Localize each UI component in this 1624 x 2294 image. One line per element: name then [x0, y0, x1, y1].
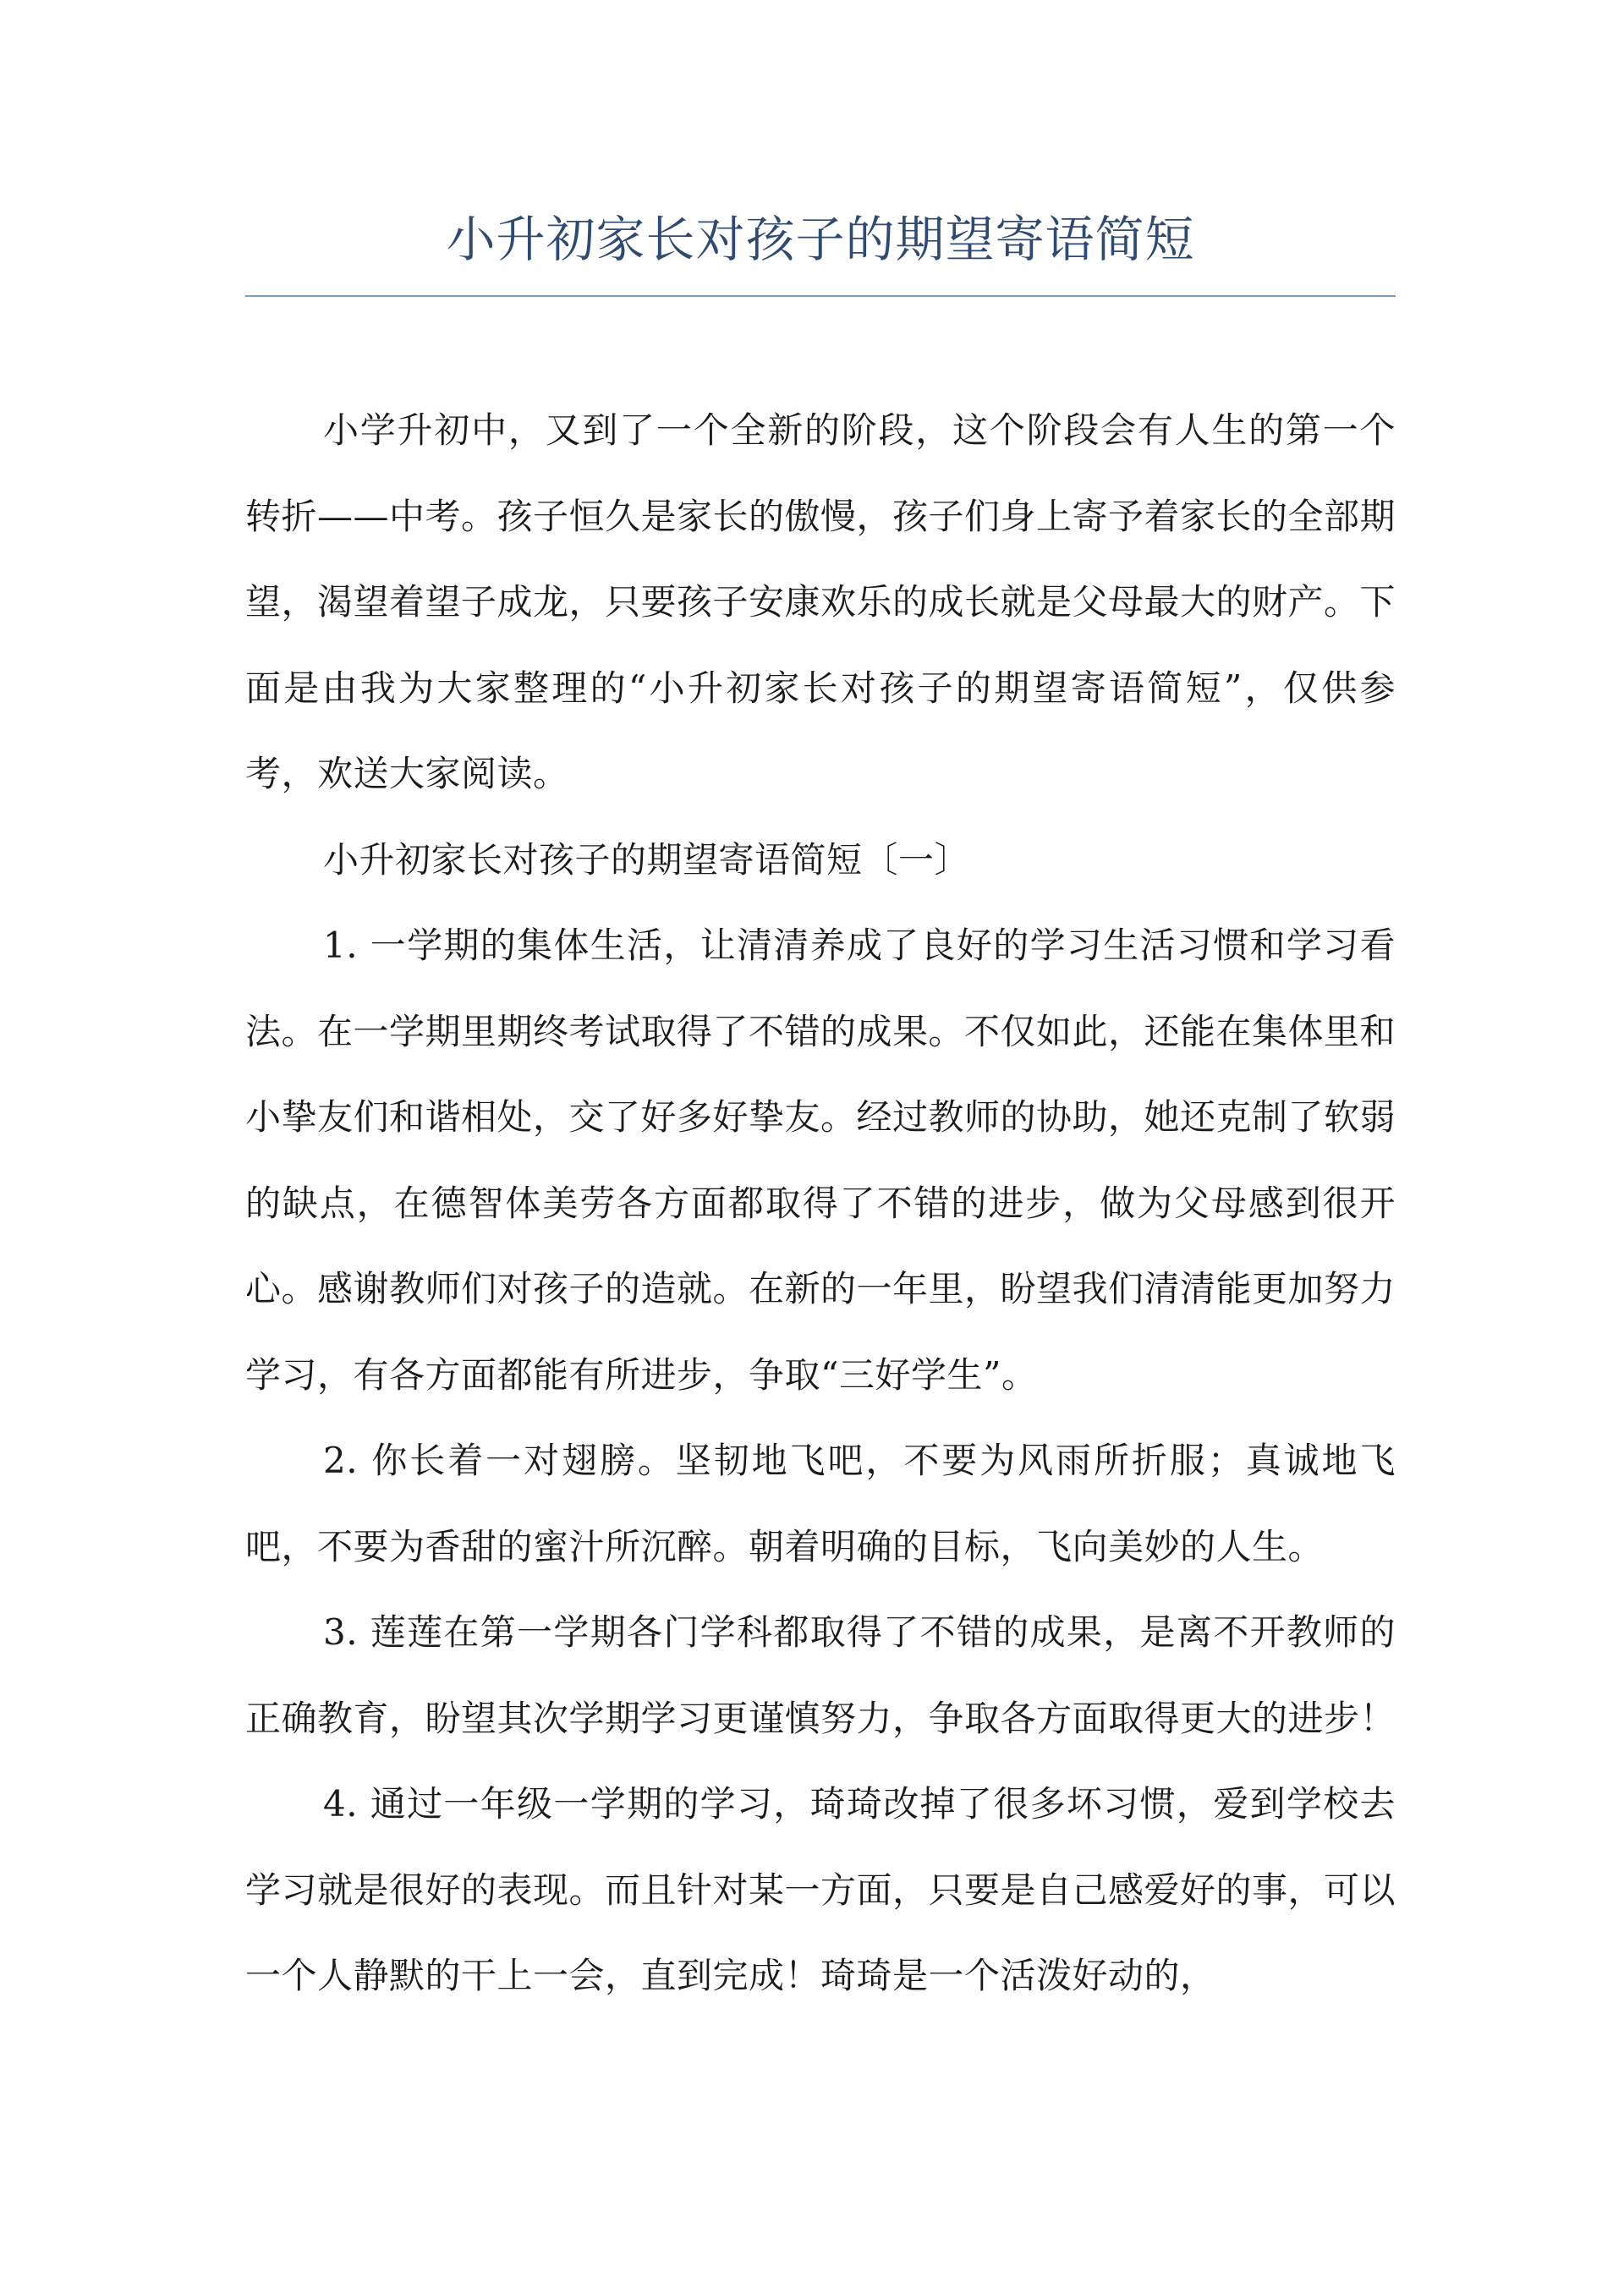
title-underline	[245, 295, 1396, 297]
list-item-1: 1. 一学期的集体生活，让清清养成了良好的学习生活习惯和学习看法。在一学期里期终考试取得了不错的成果。不仅如此，还能在集体里和小挚友们和谐相处，交了好多好挚友。经过教师的协助，她还克制了软弱的缺点，在德智体美劳各方面都取得了不错的进步，做为父母感到很开心。感谢教师们对孩子的造就。在新的一年里，盼望我们清清能更加努力学习，有各方面都能有所进步，争取“三好学生”。	[245, 925, 1396, 1396]
list-item-3: 3. 莲莲在第一学期各门学科都取得了不错的成果，是离不开教师的正确教育，盼望其次学期学习更谨慎努力，争取各方面取得更大的进步！	[245, 1611, 1396, 1739]
list-item-4: 4. 通过一年级一学期的学习，琦琦改掉了很多坏习惯，爱到学校去学习就是很好的表现。而且针对某一方面，只要是自己感爱好的事，可以一个人静默的干上一会，直到完成！琦琦是一个活泼好动的，	[245, 1783, 1396, 1996]
list-item-2: 2. 你长着一对翅膀。坚韧地飞吧，不要为风雨所折服；真诚地飞吧，不要为香甜的蜜汁所沉醉。朝着明确的目标，飞向美妙的人生。	[245, 1440, 1396, 1567]
document-title: 小升初家长对孩子的期望寄语简短	[446, 211, 1195, 268]
section-heading: 小升初家长对孩子的期望寄语简短〔一〕	[323, 838, 971, 881]
document-body	[245, 387, 1396, 2019]
intro-paragraph: 小学升初中，又到了一个全新的阶段，这个阶段会有人生的第一个转折——中考。孩子恒久是家长的傲慢，孩子们身上寄予着家长的全部期望，渴望着望子成龙，只要孩子安康欢乐的成长就是父母最大的财产。下面是由我为大家整理的“小升初家长对孩子的期望寄语简短”，仅供参考，欢送大家阅读。	[245, 409, 1396, 794]
